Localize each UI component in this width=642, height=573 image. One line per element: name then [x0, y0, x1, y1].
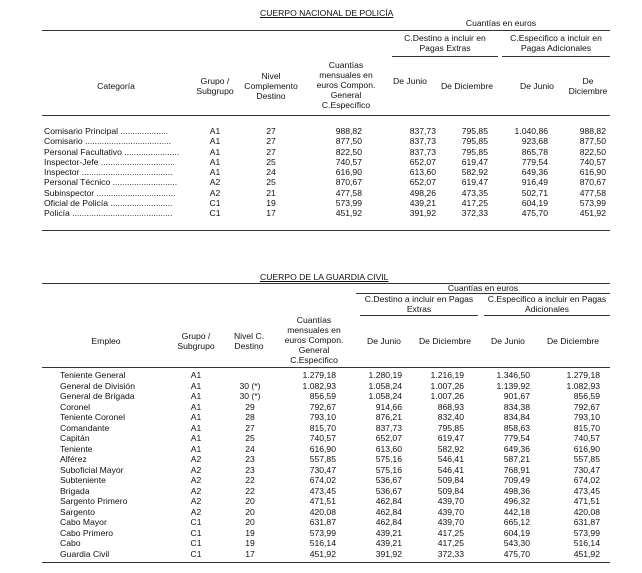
- row-grupo: A2: [209, 187, 221, 198]
- row-cuantia: 451,92: [309, 548, 336, 559]
- row-destino-diciembre: 439,70: [437, 506, 464, 517]
- row-categoria: Comisario ....................................: [44, 136, 172, 147]
- row-especifico-junio: 475,70: [503, 548, 530, 559]
- policia-col-nivel: Nivel Complemento Destino: [244, 71, 298, 101]
- row-especifico-diciembre: 477,58: [579, 187, 606, 198]
- row-grupo: A1: [209, 156, 221, 167]
- row-especifico-diciembre: 674,02: [573, 475, 600, 485]
- row-especifico-junio: 604,19: [521, 198, 548, 209]
- row-grupo: C1: [190, 517, 202, 527]
- row-destino-diciembre: 509,84: [437, 475, 464, 485]
- row-destino-diciembre: 1.007,26: [430, 380, 464, 391]
- table-row: [0, 391, 642, 402]
- row-categoria: Personal Técnico ...........................: [44, 177, 178, 188]
- table-row: [0, 370, 642, 381]
- row-destino-junio: 536,67: [375, 485, 402, 496]
- row-destino-diciembre: 473,35: [461, 187, 488, 198]
- row-especifico-junio: 858,63: [503, 422, 530, 433]
- row-destino-junio: 439,21: [375, 527, 402, 538]
- row-destino-junio: 575,16: [375, 464, 402, 475]
- row-especifico-junio: 1.139,92: [496, 380, 530, 391]
- guardia-group-rule-2: [484, 315, 610, 316]
- row-especifico-junio: 865,78: [521, 146, 548, 157]
- row-grupo: C1: [209, 208, 221, 219]
- policia-col-destino-junio: De Junio: [393, 76, 427, 86]
- row-empleo: Subteniente: [60, 475, 106, 485]
- row-grupo: A2: [190, 496, 202, 506]
- table-row: [0, 198, 642, 208]
- row-especifico-junio: 543,30: [503, 538, 530, 548]
- table-row: [0, 208, 642, 218]
- row-nivel: 20: [245, 496, 255, 506]
- policia-especifico-header: C.Especifico a incluir en Pagas Adicionales: [510, 33, 602, 53]
- policia-cuantias-header: Cuantías en euros: [465, 18, 537, 28]
- table-row: [0, 412, 642, 423]
- row-destino-junio: 391,92: [375, 548, 402, 559]
- row-grupo: A1: [190, 433, 202, 443]
- row-categoria: Policía ..........................................: [44, 208, 173, 219]
- row-destino-junio: 613,60: [409, 167, 436, 178]
- row-empleo: Sargento: [60, 506, 95, 517]
- row-nivel: 25: [266, 156, 276, 167]
- row-especifico-diciembre: 471,51: [573, 496, 600, 506]
- table-row: [0, 496, 642, 507]
- table-row: [0, 549, 642, 560]
- policia-bottom-rule: [42, 230, 610, 231]
- row-grupo: C1: [209, 198, 221, 209]
- row-nivel: 28: [245, 412, 255, 422]
- row-destino-diciembre: 868,93: [437, 401, 464, 412]
- row-destino-diciembre: 582,92: [437, 443, 464, 454]
- row-cuantia: 730,47: [309, 464, 336, 475]
- row-grupo: A2: [190, 464, 202, 475]
- row-especifico-diciembre: 451,92: [579, 208, 606, 219]
- row-especifico-diciembre: 856,59: [573, 391, 600, 401]
- row-destino-diciembre: 795,85: [437, 422, 464, 433]
- table-row: [0, 538, 642, 549]
- guardia-col-destino-diciembre: De Diciembre: [418, 336, 472, 346]
- row-nivel: 27: [266, 126, 276, 136]
- row-empleo: General de Brigada: [60, 391, 135, 401]
- row-nivel: 27: [266, 146, 276, 157]
- row-empleo: Cabo: [60, 538, 81, 548]
- table-row: [0, 126, 642, 136]
- row-especifico-diciembre: 793,10: [573, 412, 600, 422]
- row-destino-junio: 462,84: [375, 496, 402, 506]
- row-nivel: 23: [245, 464, 255, 475]
- row-especifico-junio: 475,70: [521, 208, 548, 219]
- row-especifico-junio: 779,54: [503, 433, 530, 443]
- row-especifico-junio: 834,38: [503, 401, 530, 412]
- row-destino-diciembre: 417,25: [437, 538, 464, 548]
- row-destino-junio: 613,60: [375, 443, 402, 454]
- row-grupo: A1: [190, 370, 202, 380]
- row-nivel: 17: [245, 548, 255, 559]
- policia-col-destino-diciembre: De Diciembre: [440, 81, 494, 91]
- row-cuantia: 988,82: [335, 126, 362, 136]
- policia-header-rule: [42, 115, 610, 116]
- policia-destino-header: C.Destino a incluir en Pagas Extras: [404, 33, 486, 53]
- row-especifico-junio: 649,36: [503, 443, 530, 454]
- policia-title: CUERPO NACIONAL DE POLICÍA: [260, 8, 394, 18]
- row-especifico-diciembre: 516,14: [573, 538, 600, 548]
- row-destino-diciembre: 795,85: [461, 126, 488, 136]
- row-destino-junio: 652,07: [409, 156, 436, 167]
- row-cuantia: 740,57: [309, 433, 336, 443]
- row-especifico-diciembre: 473,45: [573, 485, 600, 496]
- table-row: [0, 423, 642, 434]
- row-especifico-junio: 923,68: [521, 136, 548, 147]
- row-empleo: Suboficial Mayor: [60, 464, 124, 475]
- guardia-title: CUERPO DE LA GUARDIA CIVIL: [260, 272, 389, 282]
- guardia-col-especifico-junio: De Junio: [491, 336, 525, 346]
- guardia-header-rule: [42, 367, 610, 368]
- row-especifico-junio: 1.040,86: [514, 126, 548, 136]
- table-row: [0, 528, 642, 539]
- row-especifico-junio: 834,84: [503, 412, 530, 422]
- row-destino-junio: 462,84: [375, 506, 402, 517]
- row-especifico-junio: 916,49: [521, 177, 548, 188]
- row-cuantia: 420,08: [309, 506, 336, 517]
- policia-col-categoria: Categoría: [97, 81, 135, 91]
- row-destino-junio: 439,21: [409, 198, 436, 209]
- row-nivel: 19: [245, 527, 255, 538]
- row-especifico-diciembre: 573,99: [573, 527, 600, 538]
- table-row: [0, 167, 642, 177]
- row-destino-junio: 1.058,24: [368, 391, 402, 401]
- row-especifico-junio: 587,21: [503, 454, 530, 464]
- table-row: [0, 402, 642, 413]
- row-categoria: Inspector-Jefe ...............................: [44, 156, 175, 167]
- row-grupo: A1: [190, 401, 202, 412]
- table-row: [0, 177, 642, 187]
- row-nivel: 25: [266, 177, 276, 188]
- row-categoria: Oficial de Policía ..........................: [44, 198, 173, 209]
- policia-cuantias-rule: [392, 30, 610, 31]
- row-destino-diciembre: 439,70: [437, 496, 464, 506]
- guardia-bottom-rule: [42, 562, 610, 563]
- row-grupo: C1: [190, 527, 202, 538]
- table-row: [0, 517, 642, 528]
- row-destino-junio: 837,73: [409, 126, 436, 136]
- row-grupo: A2: [190, 485, 202, 496]
- row-grupo: A1: [209, 167, 221, 178]
- row-grupo: A1: [209, 146, 221, 157]
- row-especifico-junio: 604,19: [503, 527, 530, 538]
- row-especifico-diciembre: 616,90: [579, 167, 606, 178]
- row-destino-diciembre: 619,47: [437, 433, 464, 443]
- table-row: [0, 475, 642, 486]
- row-destino-junio: 498,26: [409, 187, 436, 198]
- row-destino-junio: 575,16: [375, 454, 402, 464]
- row-destino-diciembre: 372,33: [437, 548, 464, 559]
- row-cuantia: 1.082,93: [302, 380, 336, 391]
- row-categoria: Comisario Principal ....................: [44, 126, 169, 136]
- row-especifico-junio: 779,54: [521, 156, 548, 167]
- row-destino-diciembre: 372,33: [461, 208, 488, 219]
- row-empleo: Alférez: [60, 454, 87, 464]
- table-row: [0, 433, 642, 444]
- row-especifico-junio: 442,18: [503, 506, 530, 517]
- row-empleo: Cabo Primero: [60, 527, 114, 538]
- row-cuantia: 451,92: [335, 208, 362, 219]
- row-destino-diciembre: 795,85: [461, 146, 488, 157]
- row-cuantia: 477,58: [335, 187, 362, 198]
- row-nivel: 25: [245, 433, 255, 443]
- row-empleo: Coronel: [60, 401, 91, 412]
- row-especifico-diciembre: 1.279,18: [566, 370, 600, 380]
- row-nivel: 19: [245, 538, 255, 548]
- row-cuantia: 557,85: [309, 454, 336, 464]
- row-grupo: A1: [190, 391, 202, 401]
- row-especifico-diciembre: 792,67: [573, 401, 600, 412]
- row-nivel: 27: [266, 136, 276, 147]
- row-destino-junio: 439,21: [375, 538, 402, 548]
- row-empleo: Capitán: [60, 433, 90, 443]
- guardia-col-nivel: Nivel C. Destino: [233, 331, 265, 351]
- row-nivel: 30 (*): [239, 391, 261, 401]
- row-especifico-diciembre: 822,50: [579, 146, 606, 157]
- policia-col-especifico-junio: De Junio: [520, 81, 554, 91]
- row-especifico-junio: 1.346,50: [496, 370, 530, 380]
- guardia-col-destino-junio: De Junio: [367, 336, 401, 346]
- table-row: [0, 507, 642, 518]
- row-cuantia: 822,50: [335, 146, 362, 157]
- row-especifico-diciembre: 740,57: [579, 156, 606, 167]
- row-especifico-diciembre: 420,08: [573, 506, 600, 517]
- row-destino-junio: 837,73: [375, 422, 402, 433]
- table-row: [0, 444, 642, 455]
- row-destino-junio: 652,07: [409, 177, 436, 188]
- row-grupo: A1: [190, 422, 202, 433]
- row-especifico-junio: 502,71: [521, 187, 548, 198]
- row-destino-junio: 914,66: [375, 401, 402, 412]
- row-grupo: A1: [190, 380, 202, 391]
- row-grupo: A1: [190, 412, 202, 422]
- row-nivel: 23: [245, 454, 255, 464]
- table-row: [0, 188, 642, 198]
- policia-col-especifico-diciembre: De Diciembre: [568, 76, 608, 96]
- row-destino-diciembre: 439,70: [437, 517, 464, 527]
- row-especifico-junio: 498,36: [503, 485, 530, 496]
- row-destino-junio: 462,84: [375, 517, 402, 527]
- row-cuantia: 616,90: [335, 167, 362, 178]
- row-destino-junio: 1.058,24: [368, 380, 402, 391]
- policia-group-rule-2: [502, 56, 610, 57]
- row-nivel: 29: [245, 401, 255, 412]
- row-destino-diciembre: 1.216,19: [430, 370, 464, 380]
- row-especifico-diciembre: 1.082,93: [566, 380, 600, 391]
- table-row: [0, 136, 642, 146]
- row-grupo: C1: [190, 538, 202, 548]
- guardia-especifico-header: C.Especifico a incluir en Pagas Adicionales: [487, 294, 607, 314]
- row-empleo: Brigada: [60, 485, 90, 496]
- row-destino-junio: 837,73: [409, 136, 436, 147]
- table-row: [0, 381, 642, 392]
- row-destino-diciembre: 795,85: [461, 136, 488, 147]
- row-categoria: Subinspector .................................: [44, 187, 176, 198]
- row-destino-junio: 1.280,19: [368, 370, 402, 380]
- table-row: [0, 486, 642, 497]
- row-nivel: 22: [245, 485, 255, 496]
- row-destino-junio: 652,07: [375, 433, 402, 443]
- row-cuantia: 674,02: [309, 475, 336, 485]
- row-cuantia: 815,70: [309, 422, 336, 433]
- policia-table-body: [0, 126, 642, 219]
- row-empleo: Guardia Civil: [60, 548, 110, 559]
- row-grupo: A2: [209, 177, 221, 188]
- row-grupo: A1: [209, 136, 221, 147]
- row-empleo: Teniente Coronel: [60, 412, 125, 422]
- row-cuantia: 877,50: [335, 136, 362, 147]
- row-especifico-diciembre: 740,57: [573, 433, 600, 443]
- row-empleo: Sargento Primero: [60, 496, 128, 506]
- row-especifico-junio: 768,91: [503, 464, 530, 475]
- row-cuantia: 793,10: [309, 412, 336, 422]
- row-destino-diciembre: 582,92: [461, 167, 488, 178]
- row-destino-diciembre: 546,41: [437, 464, 464, 475]
- row-grupo: A1: [190, 443, 202, 454]
- row-cuantia: 1.279,18: [302, 370, 336, 380]
- row-nivel: 17: [266, 208, 276, 219]
- guardia-col-empleo: Empleo: [91, 336, 121, 346]
- row-cuantia: 631,87: [309, 517, 336, 527]
- row-cuantia: 516,14: [309, 538, 336, 548]
- row-empleo: Comandante: [60, 422, 110, 433]
- row-nivel: 24: [266, 167, 276, 178]
- row-especifico-junio: 496,32: [503, 496, 530, 506]
- row-destino-diciembre: 546,41: [437, 454, 464, 464]
- row-especifico-diciembre: 631,87: [573, 517, 600, 527]
- row-destino-junio: 391,92: [409, 208, 436, 219]
- row-destino-junio: 876,21: [375, 412, 402, 422]
- row-cuantia: 856,59: [309, 391, 336, 401]
- row-cuantia: 471,51: [309, 496, 336, 506]
- row-destino-diciembre: 619,47: [461, 177, 488, 188]
- row-empleo: Teniente: [60, 443, 93, 454]
- row-grupo: A1: [209, 126, 221, 136]
- row-grupo: A2: [190, 454, 202, 464]
- row-cuantia: 573,99: [309, 527, 336, 538]
- policia-group-rule-1: [392, 56, 498, 57]
- row-especifico-junio: 649,36: [521, 167, 548, 178]
- guardia-col-especifico-diciembre: De Diciembre: [546, 336, 600, 346]
- row-nivel: 22: [245, 475, 255, 485]
- guardia-group-rule-1: [360, 315, 478, 316]
- policia-col-grupo: Grupo / Subgrupo: [196, 76, 234, 96]
- row-nivel: 21: [266, 187, 276, 198]
- row-cuantia: 616,90: [309, 443, 336, 454]
- row-nivel: 19: [266, 198, 276, 209]
- row-grupo: C1: [190, 548, 202, 559]
- row-especifico-diciembre: 451,92: [573, 548, 600, 559]
- row-destino-junio: 536,67: [375, 475, 402, 485]
- row-especifico-junio: 901,67: [503, 391, 530, 401]
- policia-col-cuantias: Cuantías mensuales en euros Compon. General C.Específico: [316, 60, 376, 110]
- row-especifico-diciembre: 988,82: [579, 126, 606, 136]
- row-especifico-diciembre: 573,99: [579, 198, 606, 209]
- row-especifico-diciembre: 877,50: [579, 136, 606, 147]
- row-especifico-diciembre: 730,47: [573, 464, 600, 475]
- row-especifico-junio: 709,49: [503, 475, 530, 485]
- row-destino-diciembre: 832,40: [437, 412, 464, 422]
- table-row: [0, 454, 642, 465]
- row-empleo: Cabo Mayor: [60, 517, 107, 527]
- guardia-col-cuantias: Cuantías mensuales en euros Compon. General C.Especifico: [284, 315, 344, 365]
- row-especifico-junio: 665,12: [503, 517, 530, 527]
- row-grupo: A2: [190, 475, 202, 485]
- row-destino-diciembre: 417,25: [437, 527, 464, 538]
- row-destino-diciembre: 417,25: [461, 198, 488, 209]
- row-categoria: Inspector ......................................: [44, 167, 173, 178]
- row-especifico-diciembre: 557,85: [573, 454, 600, 464]
- row-especifico-diciembre: 870,67: [579, 177, 606, 188]
- row-empleo: General de División: [60, 380, 135, 391]
- row-destino-junio: 837,73: [409, 146, 436, 157]
- row-cuantia: 473,45: [309, 485, 336, 496]
- row-especifico-diciembre: 815,70: [573, 422, 600, 433]
- table-row: [0, 157, 642, 167]
- table-row: [0, 147, 642, 157]
- row-destino-diciembre: 1.007,26: [430, 391, 464, 401]
- row-cuantia: 573,99: [335, 198, 362, 209]
- row-nivel: 24: [245, 443, 255, 454]
- table-row: [0, 465, 642, 476]
- row-destino-diciembre: 509,84: [437, 485, 464, 496]
- row-categoria: Personal Facultativo .......................: [44, 146, 180, 157]
- row-especifico-diciembre: 616,90: [573, 443, 600, 454]
- row-nivel: 30 (*): [239, 380, 261, 391]
- guardia-col-grupo: Grupo / Subgrupo: [177, 331, 215, 351]
- row-destino-diciembre: 619,47: [461, 156, 488, 167]
- guardia-destino-header: C.Destino a incluir en Pagas Extras: [364, 294, 474, 314]
- row-cuantia: 740,57: [335, 156, 362, 167]
- row-grupo: A2: [190, 506, 202, 517]
- row-cuantia: 870,67: [335, 177, 362, 188]
- row-empleo: Teniente General: [60, 370, 126, 380]
- row-nivel: 27: [245, 422, 255, 433]
- guardia-table-body: [0, 370, 642, 559]
- row-nivel: 20: [245, 506, 255, 517]
- row-cuantia: 792,67: [309, 401, 336, 412]
- guardia-cuantias-header: Cuantías en euros: [447, 283, 519, 293]
- row-nivel: 20: [245, 517, 255, 527]
